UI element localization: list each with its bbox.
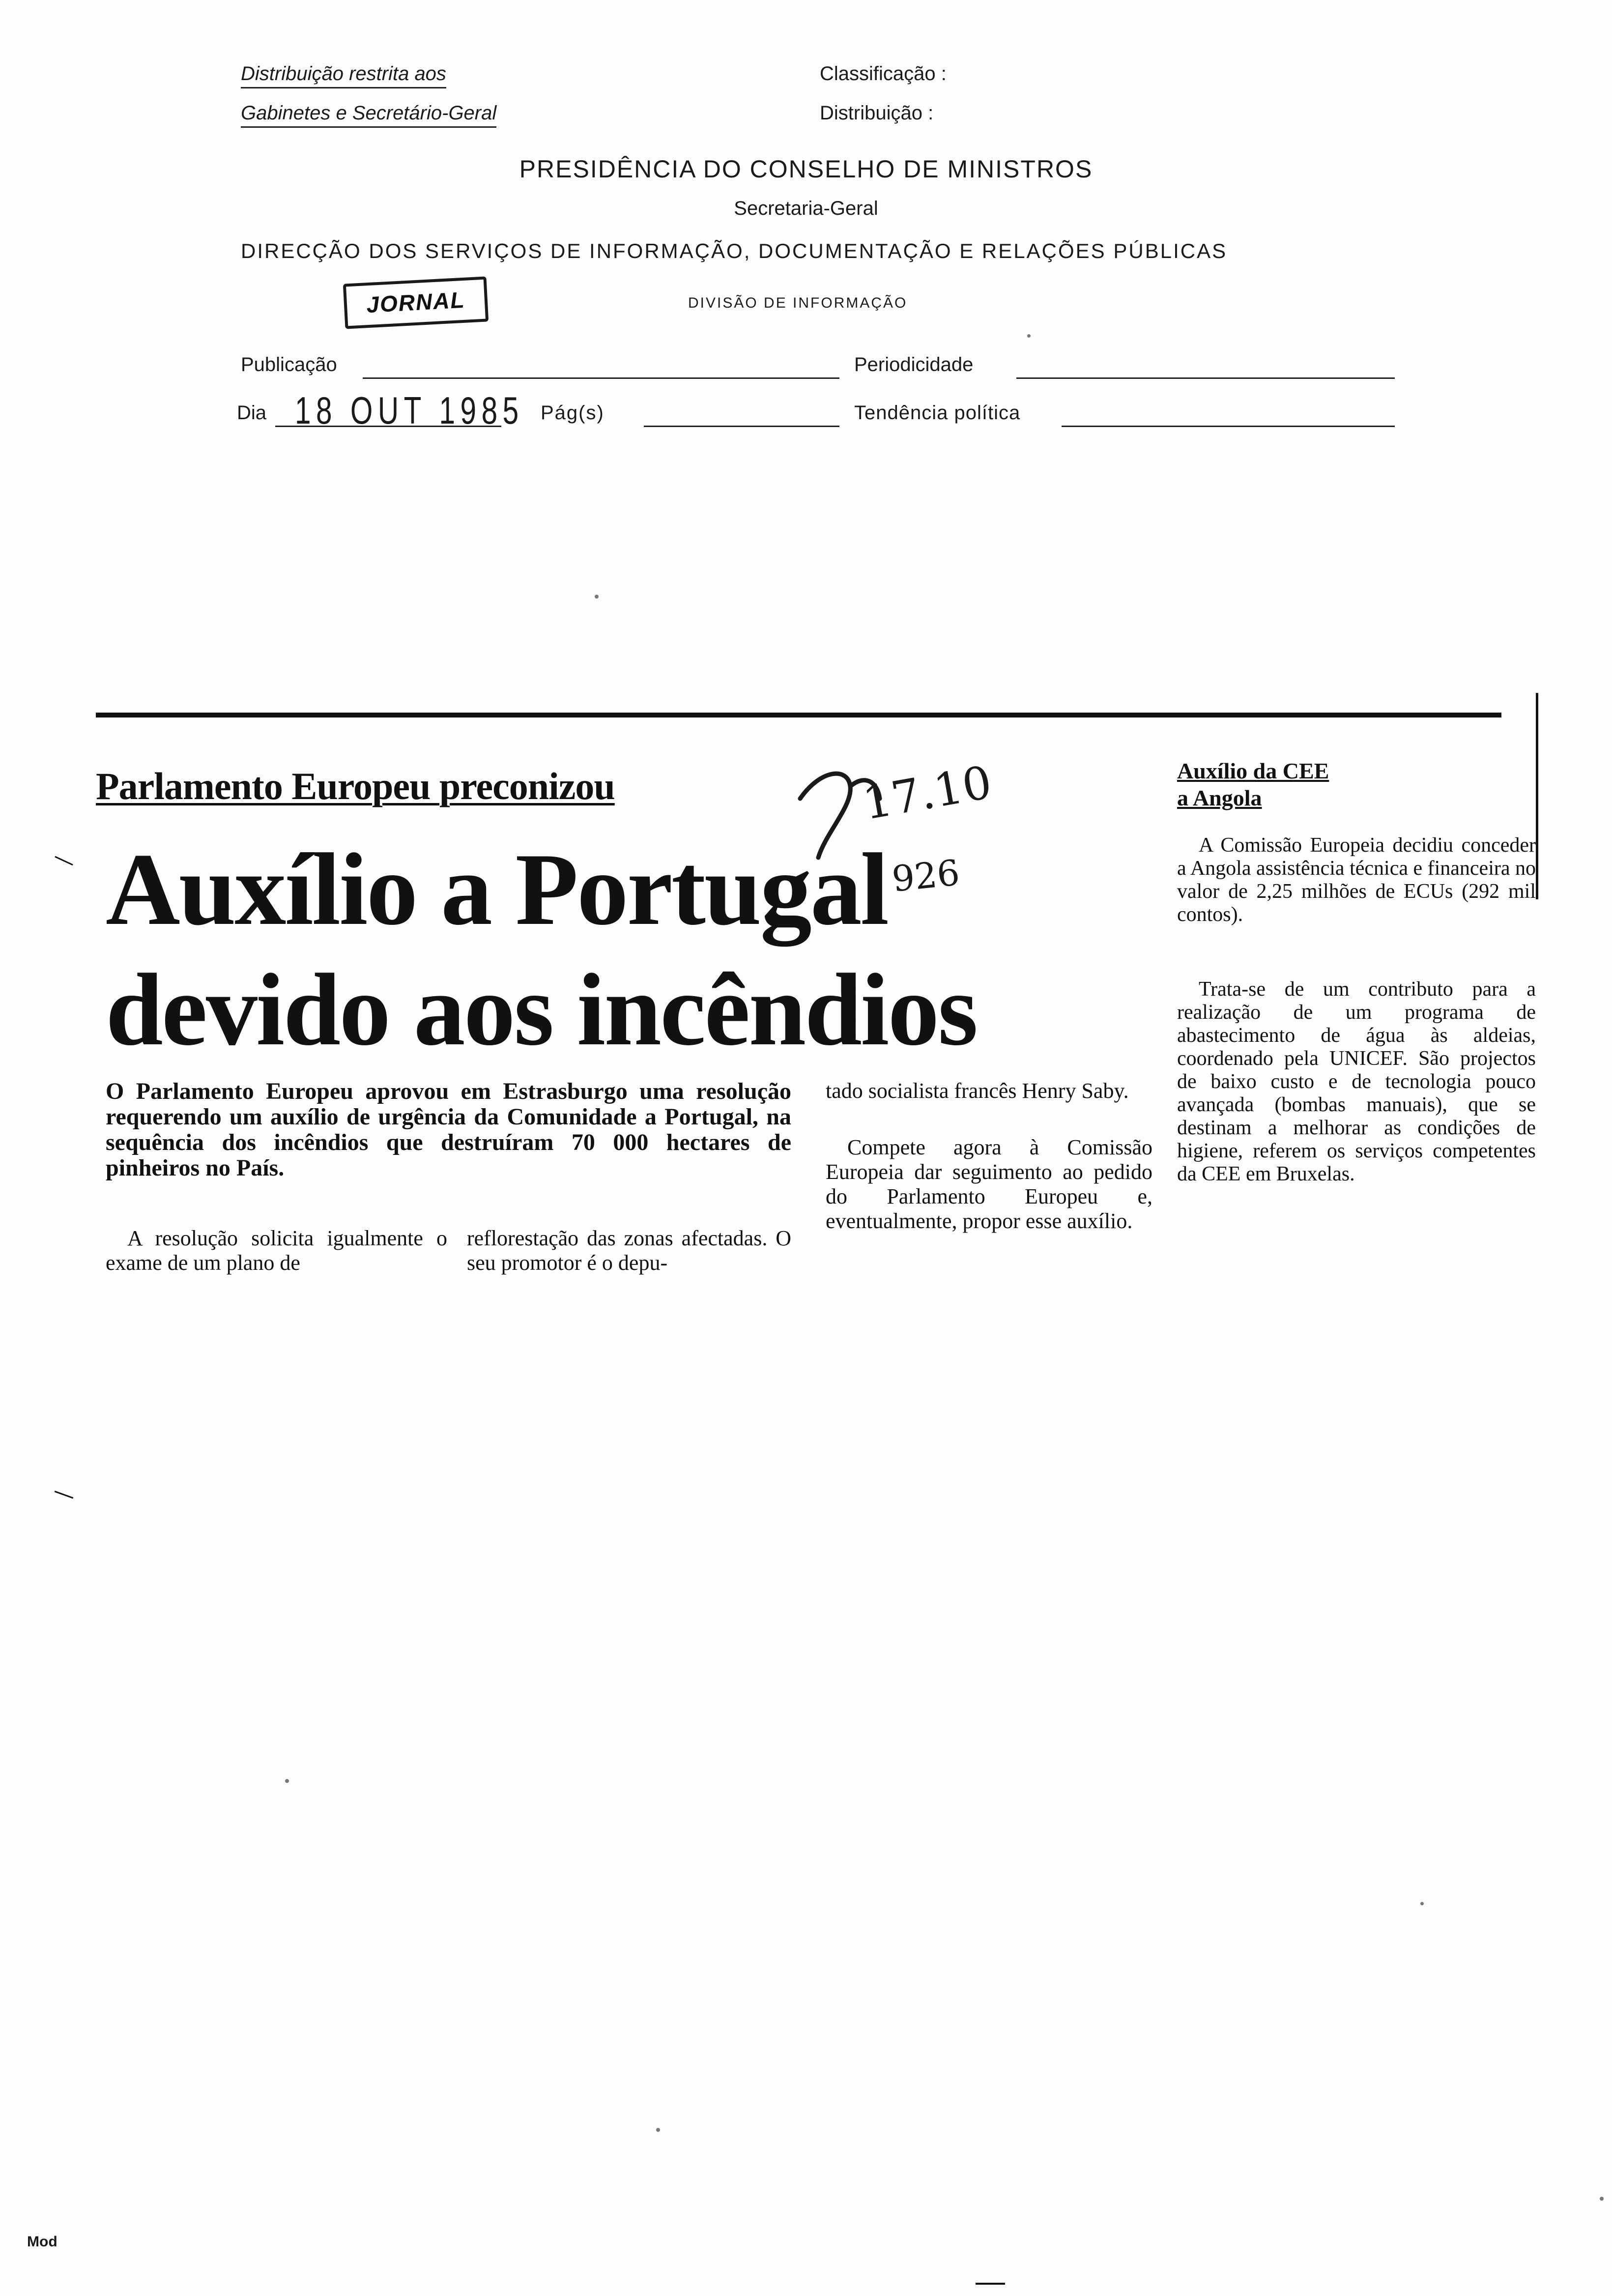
distribution-label: Distribuição : xyxy=(820,102,934,124)
headline-line2: devido aos incêndios xyxy=(106,953,977,1067)
body-column-1: A resolução solicita igualmente o exame de um plano de xyxy=(106,1226,447,1275)
sidebar-paragraph-1: A Comissão Europeia decidiu conceder a Angola assistência técnica e financeira no valor de 2,25 milhões de ECUs (292 mil contos). xyxy=(1177,834,1536,926)
sidebar-title-line1: Auxílio da CEE xyxy=(1177,758,1329,783)
speck xyxy=(595,595,599,599)
headline-line1: Auxílio a Portugal xyxy=(106,832,888,947)
body-column-3-paragraph-2: Compete agora à Comissão Europeia dar seguimento ao pedido do Parlamento Europeu e, eventualmente, propor esse auxílio. xyxy=(826,1135,1152,1233)
kicker: Parlamento Europeu preconizou xyxy=(96,765,615,807)
division-label: DIVISÃO DE INFORMAÇÃO xyxy=(688,295,908,311)
body-column-2: reflorestação das zonas afectadas. O seu promotor é o depu- xyxy=(467,1226,791,1275)
presidency-title: PRESIDÊNCIA DO CONSELHO DE MINISTROS xyxy=(519,155,1093,183)
lead-paragraph: O Parlamento Europeu aprovou em Estrasburgo uma resolução requerendo um auxílio de urgência da Comunidade a Portugal, na sequência dos incêndios que destruíram 70 000 hectares de pinheiros no País. xyxy=(106,1078,791,1181)
publication-label: Publicação xyxy=(241,354,337,375)
body-column-3-paragraph-1: tado socialista francês Henry Saby. xyxy=(826,1079,1129,1103)
edge-mark xyxy=(55,1491,74,1499)
sidebar-title-line2: a Angola xyxy=(1177,785,1262,810)
classification-label: Classificação : xyxy=(820,63,947,85)
day-label: Dia xyxy=(237,402,267,424)
clipping-top-rule xyxy=(96,713,1501,718)
restricted-distribution-line2: Gabinetes e Secretário-Geral xyxy=(241,102,496,128)
restricted-distribution-line1: Distribuição restrita aos xyxy=(241,63,446,88)
pages-line xyxy=(644,426,839,427)
bottom-mark xyxy=(976,2283,1005,2285)
tendency-line xyxy=(1062,426,1395,427)
handwritten-ref: 926 xyxy=(890,852,962,900)
directorate-title: DIRECÇÃO DOS SERVIÇOS DE INFORMAÇÃO, DOCUMENTAÇÃO E RELAÇÕES PÚBLICAS xyxy=(241,239,1228,262)
speck xyxy=(1600,2197,1604,2201)
periodicity-label: Periodicidade xyxy=(854,354,974,375)
speck xyxy=(285,1779,289,1783)
edge-mark xyxy=(55,856,73,866)
periodicity-line xyxy=(1016,377,1395,379)
secretariat-title: Secretaria-Geral xyxy=(734,198,878,219)
date-stamp: 18 OUT 1985 xyxy=(295,389,524,432)
speck xyxy=(1420,1902,1424,1905)
sidebar-paragraph-2: Trata-se de um contributo para a realização de um programa de abastecimento de água às aldeias, coordenado pela UNICEF. São projectos de baixo custo e de tecnologia pouco avançada (bombas manuais), que se destinam a melhorar as condições de higiene, referem os serviços competentes da CEE em Bruxelas. xyxy=(1177,978,1536,1185)
publication-line xyxy=(363,377,839,379)
speck xyxy=(656,2128,660,2132)
pages-label: Pág(s) xyxy=(541,402,604,424)
form-code: Mod xyxy=(27,2234,58,2250)
jornal-stamp: JORNAL xyxy=(343,276,489,329)
speck xyxy=(1027,334,1031,338)
handwritten-date: 17.10 xyxy=(859,755,996,831)
tendency-label: Tendência política xyxy=(854,402,1021,424)
clipping-right-edge xyxy=(1536,693,1538,899)
